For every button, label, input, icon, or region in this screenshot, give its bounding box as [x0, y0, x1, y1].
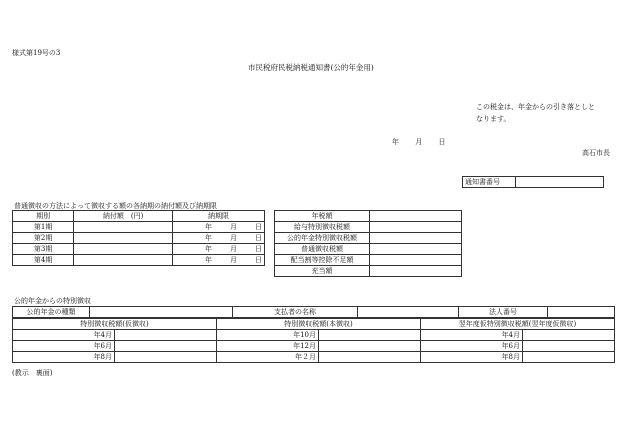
table-row — [13, 330, 615, 341]
col-header-provisional: 特別徴収税額(仮徴収) — [13, 319, 217, 330]
due-cell: 年 月 日 — [173, 222, 265, 233]
payer-label: 支払者の名称 — [233, 307, 358, 318]
month-label: 年4月 — [421, 330, 523, 341]
due-cell: 年 月 日 — [173, 233, 265, 244]
amount-cell[interactable] — [319, 341, 421, 352]
summary-label: 充当額 — [275, 266, 370, 277]
pension-info-table — [12, 306, 615, 318]
summary-label: 給与特別徴収税額 — [275, 222, 370, 233]
table-row — [275, 222, 462, 233]
notice-number-table — [462, 176, 604, 188]
month-label: 年12月 — [217, 341, 319, 352]
summary-value[interactable] — [370, 244, 462, 255]
table-row — [13, 244, 265, 255]
table-row — [275, 266, 462, 277]
due-cell: 年 月 日 — [173, 244, 265, 255]
amount-cell[interactable] — [74, 255, 173, 266]
summary-value[interactable] — [370, 222, 462, 233]
table-row — [275, 233, 462, 244]
col-header-main: 特別徴収税額(本徴収) — [217, 319, 421, 330]
table-row — [13, 341, 615, 352]
table-row — [13, 233, 265, 244]
month-label: 年8月 — [13, 352, 115, 363]
amount-cell[interactable] — [319, 330, 421, 341]
pension-type-value[interactable] — [90, 307, 233, 318]
date-line — [392, 137, 445, 147]
table-row — [13, 352, 615, 363]
tax-summary-table — [274, 210, 462, 277]
month-label: 年4月 — [13, 330, 115, 341]
amount-cell[interactable] — [115, 352, 217, 363]
amount-cell[interactable] — [319, 352, 421, 363]
corp-number-value[interactable] — [548, 307, 615, 318]
table-row — [275, 244, 462, 255]
amount-cell[interactable] — [115, 341, 217, 352]
summary-value[interactable] — [370, 266, 462, 277]
corp-number-label: 法人番号 — [459, 307, 548, 318]
ordinary-table — [12, 210, 265, 266]
summary-label: 公的年金特別徴収税額 — [275, 233, 370, 244]
date-day: 日 — [438, 138, 446, 146]
form-number: 様式第19号の3 — [12, 49, 61, 57]
month-label: 年6月 — [421, 341, 523, 352]
summary-label: 普通徴収税額 — [275, 244, 370, 255]
header-period: 期別 — [13, 211, 74, 222]
due-cell: 年 月 日 — [173, 255, 265, 266]
amount-cell[interactable] — [74, 222, 173, 233]
footer-note: (教示 裏面) — [12, 369, 53, 377]
amount-cell[interactable] — [523, 352, 615, 363]
notice-number-label: 通知書番号 — [463, 177, 516, 188]
summary-value[interactable] — [370, 255, 462, 266]
table-row — [13, 222, 265, 233]
table-row — [13, 255, 265, 266]
summary-label: 年税額 — [275, 211, 370, 222]
notice-line-2: なります。 — [476, 115, 511, 123]
header-due: 納期限 — [173, 211, 265, 222]
header-amount: 納付額 (円) — [74, 211, 173, 222]
amount-cell[interactable] — [74, 244, 173, 255]
period-label: 第2期 — [13, 233, 74, 244]
col-header-next-year: 翌年度仮特別徴収税額(翌年度仮徴収) — [421, 319, 615, 330]
amount-cell[interactable] — [115, 330, 217, 341]
month-label: 年8月 — [421, 352, 523, 363]
period-label: 第3期 — [13, 244, 74, 255]
date-year: 年 — [392, 138, 399, 146]
period-label: 第4期 — [13, 255, 74, 266]
ordinary-heading: 普通徴収の方法によって徴収する額の各納期の納付額及び納期限 — [14, 202, 217, 210]
month-label: 年10月 — [217, 330, 319, 341]
notice-number-value[interactable] — [516, 177, 604, 188]
month-label: 年6月 — [13, 341, 115, 352]
summary-value[interactable] — [370, 233, 462, 244]
pension-tax-table — [12, 318, 615, 363]
table-row — [275, 255, 462, 266]
month-label: 年２月 — [217, 352, 319, 363]
amount-cell[interactable] — [523, 330, 615, 341]
table-row — [275, 211, 462, 222]
notice-line-1: この税金は、年金からの引き落としと — [476, 103, 595, 111]
pension-type-label: 公的年金の種類 — [13, 307, 90, 318]
summary-label: 配当割等控除不足額 — [275, 255, 370, 266]
page-title: 市民税府民税納税通知書(公的年金用) — [248, 63, 374, 72]
issuer: 高石市長 — [582, 149, 610, 157]
amount-cell[interactable] — [74, 233, 173, 244]
date-month: 月 — [415, 138, 423, 146]
period-label: 第1期 — [13, 222, 74, 233]
pension-heading: 公的年金からの特別徴収 — [14, 297, 91, 305]
summary-value[interactable] — [370, 211, 462, 222]
amount-cell[interactable] — [523, 341, 615, 352]
payer-value[interactable] — [358, 307, 459, 318]
